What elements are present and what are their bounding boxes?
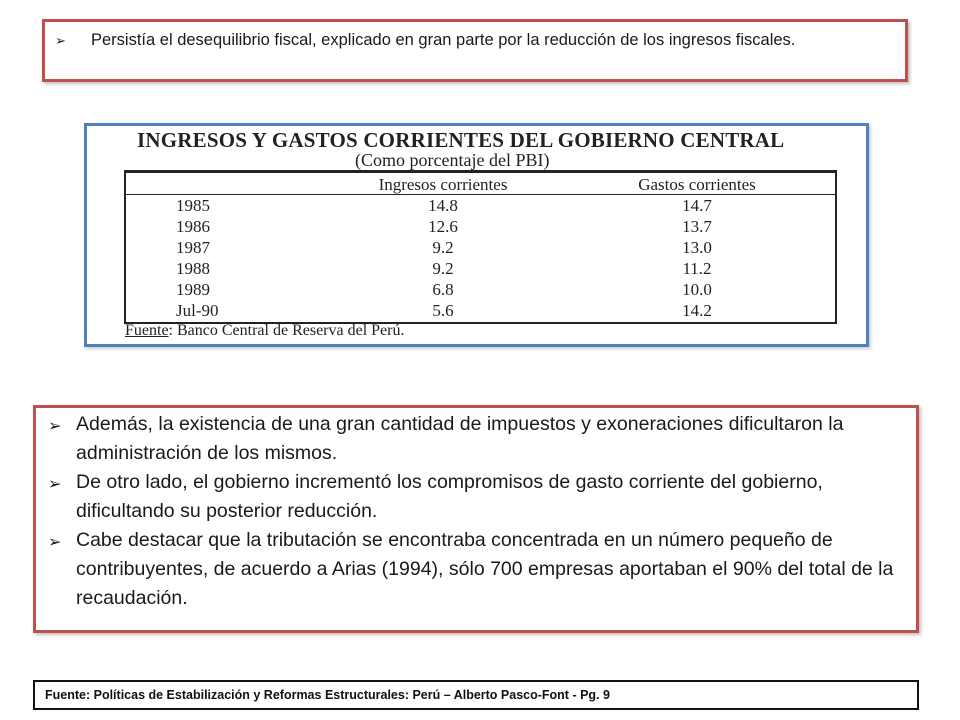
table-header-row — [126, 173, 835, 195]
source-footer — [33, 680, 919, 710]
header-gastos: Gastos corrientes — [638, 175, 756, 194]
table-row — [126, 279, 835, 300]
table-source — [125, 322, 404, 340]
bullet-text: Persistía el desequilibrio fiscal, explicado en gran parte por la reducción de los ingresos fiscales. — [91, 31, 796, 49]
cell-year: 1987 — [176, 238, 210, 257]
cell-ingresos: 9.2 — [432, 259, 454, 278]
cell-gastos: 11.2 — [682, 259, 712, 278]
bullet-item — [48, 526, 908, 613]
table-row — [126, 258, 835, 279]
bullet-item — [48, 468, 908, 526]
data-table — [126, 173, 835, 321]
cell-year: 1989 — [176, 280, 210, 299]
bullet-text: Además, la existencia de una gran cantidad de impuestos y exoneraciones dificultaron la administración de los mismos. — [76, 413, 844, 464]
arrow-bullet-icon: ➢ — [48, 416, 62, 435]
bullet-item — [48, 410, 908, 468]
table-image-frame — [84, 123, 869, 347]
table-row — [126, 300, 835, 321]
cell-ingresos: 14.8 — [428, 196, 458, 215]
middle-bullet-list — [36, 408, 916, 613]
cell-gastos: 14.2 — [682, 301, 712, 320]
cell-gastos: 13.0 — [682, 238, 712, 257]
arrow-bullet-icon: ➢ — [48, 474, 62, 493]
footer-source-text: Fuente: Políticas de Estabilización y Reformas Estructurales: Perú – Alberto Pasco-Font - Pg. 9 — [45, 688, 610, 702]
cell-year: Jul-90 — [176, 301, 219, 320]
cell-year: 1986 — [176, 217, 210, 236]
table-row — [126, 216, 835, 237]
cell-ingresos: 5.6 — [432, 301, 454, 320]
cell-ingresos: 6.8 — [432, 280, 454, 299]
cell-gastos: 13.7 — [682, 217, 712, 236]
table-row — [126, 195, 835, 217]
bullet-item — [55, 28, 895, 53]
table-source-text: : Banco Central de Reserva del Perú. — [168, 322, 405, 339]
data-table-box — [124, 170, 837, 324]
cell-ingresos: 9.2 — [432, 238, 454, 257]
header-ingresos: Ingresos corrientes — [378, 175, 508, 194]
arrow-bullet-icon: ➢ — [55, 34, 66, 49]
header-year — [126, 173, 327, 195]
cell-year: 1985 — [176, 196, 210, 215]
cell-ingresos: 12.6 — [428, 217, 458, 236]
table-row — [126, 237, 835, 258]
middle-bullet-box — [33, 405, 919, 633]
arrow-bullet-icon: ➢ — [48, 532, 62, 551]
top-bullet-box — [42, 19, 908, 82]
bullet-text: De otro lado, el gobierno incrementó los compromisos de gasto corriente del gobierno, dificultando su posterior reducción. — [76, 471, 823, 522]
table-title: INGRESOS Y GASTOS CORRIENTES DEL GOBIERNO CENTRAL — [137, 128, 785, 152]
table-source-key: Fuente — [125, 322, 169, 339]
cell-gastos: 10.0 — [682, 280, 712, 299]
bullet-text: Cabe destacar que la tributación se encontraba concentrada en un número pequeño de contribuyentes, de acuerdo a Arias (1994), sólo 700 empresas aportaban el 90% del total de la recaudación. — [76, 529, 894, 609]
cell-year: 1988 — [176, 259, 210, 278]
table-subtitle: (Como porcentaje del PBI) — [355, 150, 550, 170]
top-bullet-list — [45, 22, 905, 53]
cell-gastos: 14.7 — [682, 196, 712, 215]
